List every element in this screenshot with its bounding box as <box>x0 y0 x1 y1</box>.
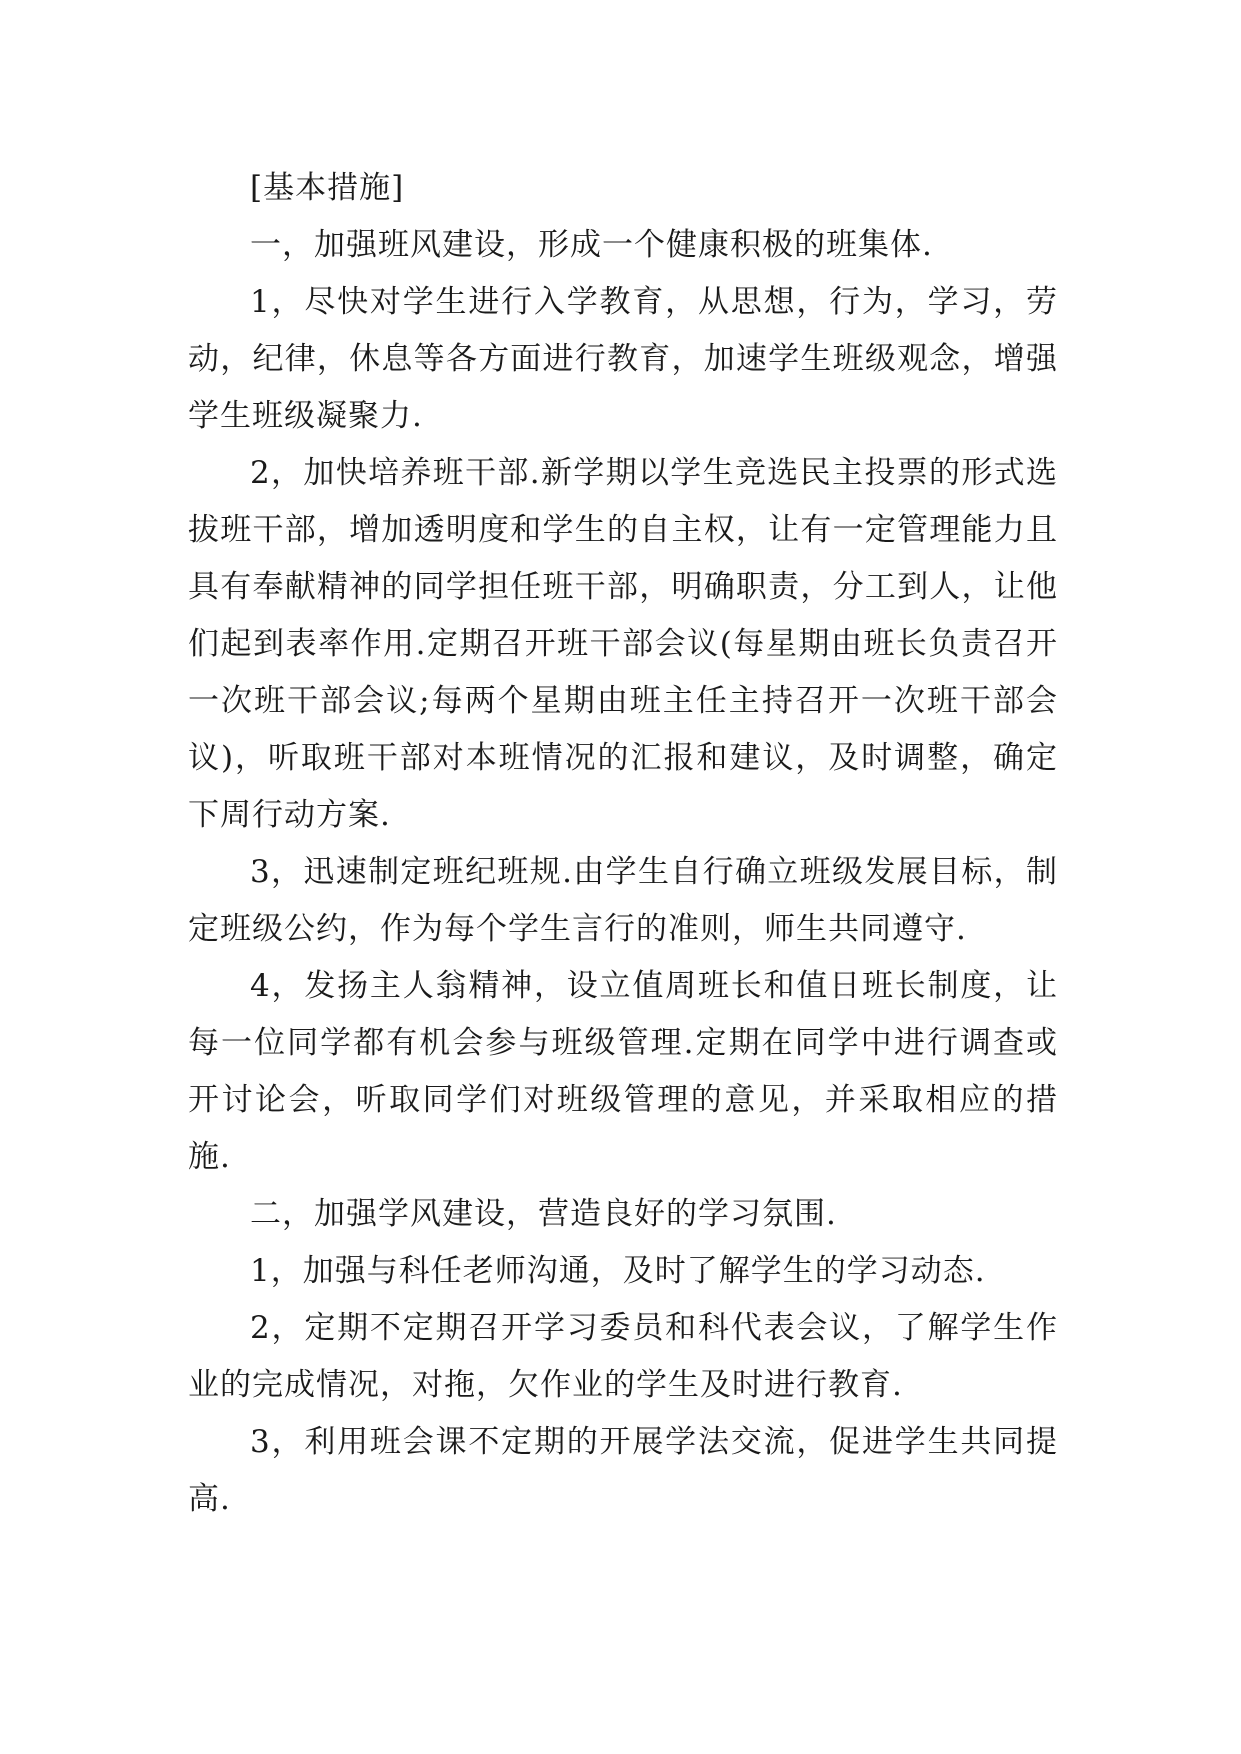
paragraph-duty-monitor: 4，发扬主人翁精神，设立值周班长和值日班长制度，让每一位同学都有机会参与班级管理.定期在同学中进行调查或开讨论会，听取同学们对班级管理的意见，并采取相应的措施. <box>188 968 1058 1175</box>
paragraph-enrollment-education: 1，尽快对学生进行入学教育，从思想，行为，学习，劳动，纪律，休息等各方面进行教育，加速学生班级观念，增强学生班级凝聚力. <box>188 284 1058 434</box>
section-heading-basic-measures: [基本措施] <box>250 170 405 206</box>
paragraph-study-method-exchange: 3，利用班会课不定期的开展学法交流，促进学生共同提高. <box>188 1424 1058 1517</box>
paragraph-class-cadres: 2，加快培养班干部.新学期以学生竞选民主投票的形式选拔班干部，增加透明度和学生的自主权，让有一定管理能力且具有奉献精神的同学担任班干部，明确职责，分工到人，让他们起到表率作用.定期召开班干部会议(每星期由班长负责召开一次班干部会议;每两个星期由班主任主持召开一次班干部会议)，听取班干部对本班情况的汇报和建议，及时调整，确定下周行动方案. <box>188 455 1058 833</box>
section-heading-class-style: 一，加强班风建设，形成一个健康积极的班集体. <box>250 227 933 263</box>
document-body <box>188 160 1058 1528</box>
section-heading-study-style: 二，加强学风建设，营造良好的学习氛围. <box>250 1196 837 1232</box>
paragraph-teacher-communication: 1，加强与科任老师沟通，及时了解学生的学习动态. <box>250 1253 986 1289</box>
paragraph-representative-meetings: 2，定期不定期召开学习委员和科代表会议，了解学生作业的完成情况，对拖，欠作业的学生及时进行教育. <box>188 1310 1058 1403</box>
paragraph-class-rules: 3，迅速制定班纪班规.由学生自行确立班级发展目标，制定班级公约，作为每个学生言行的准则，师生共同遵守. <box>188 854 1058 947</box>
